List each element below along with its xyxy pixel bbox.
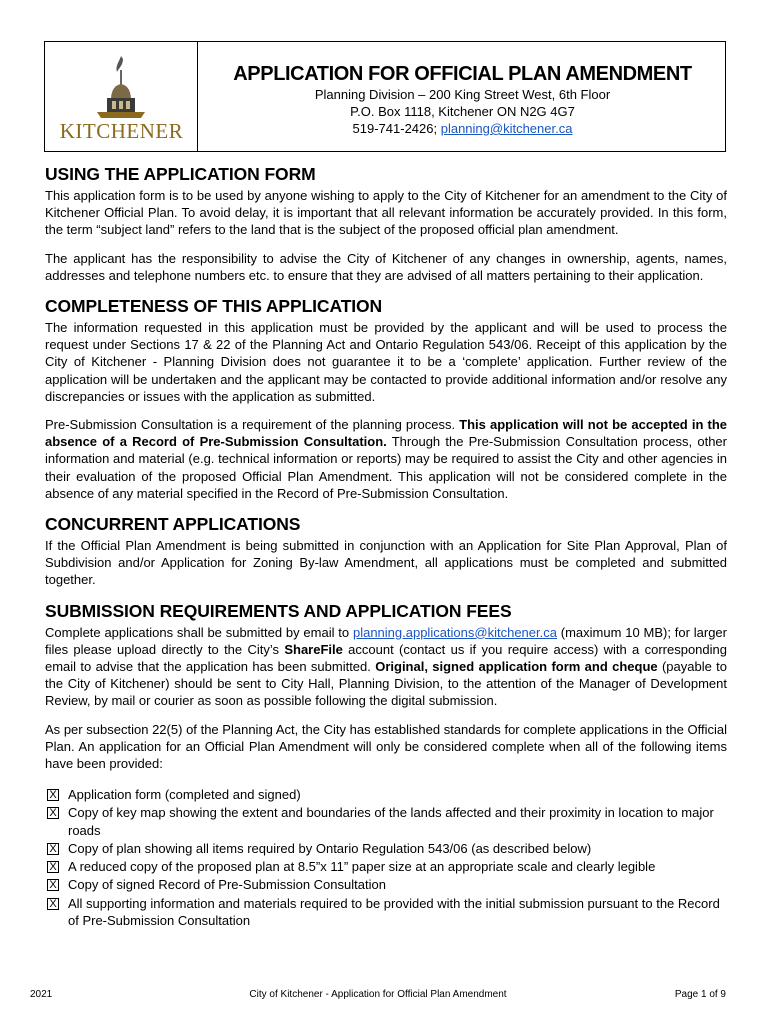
heading-concurrent: CONCURRENT APPLICATIONS — [45, 514, 301, 535]
contact-line — [199, 120, 726, 137]
footer-year: 2021 — [30, 989, 53, 1000]
paragraph-concurrent: If the Official Plan Amendment is being submitted in conjunction with an Application for Site Plan Approval, Plan of Subdivision and/or Application for Zoning By-law Amendment, all applications must be completed and submitted together. — [45, 538, 727, 588]
completeness-text-a: Pre-Submission Consultation is a requirement of the planning process. — [45, 417, 460, 433]
heading-using-form: USING THE APPLICATION FORM — [45, 164, 316, 184]
checkbox[interactable]: X — [47, 843, 59, 855]
submission-text-d: (payable to the City of Kitchener) should be sent to City Hall, Planning Division, to the attention of the Manager of Development Review, by mail or courier as soon as possible following the digital submission. — [45, 659, 727, 709]
checkbox[interactable]: X — [47, 807, 59, 819]
checklist-item — [45, 895, 727, 929]
checklist-item — [45, 876, 727, 893]
sharefile-bold-text: ShareFile — [284, 641, 343, 657]
document-body — [45, 164, 727, 930]
address-line-1: Planning Division – 200 King Street West, 6th Floor — [314, 87, 611, 102]
checklist-item-label: All supporting information and materials required to be provided with the initial submission pursuant to the Record of Pre-Submission Consultation — [68, 895, 720, 928]
page-title: APPLICATION FOR OFFICIAL PLAN AMENDMENT — [233, 63, 692, 85]
footer-title: City of Kitchener - Application for Official Plan Amendment — [249, 989, 507, 1000]
checkbox[interactable]: X — [47, 789, 59, 801]
applications-email-link[interactable]: planning.applications@kitchener.ca — [352, 624, 557, 640]
footer-page-number: Page 1 of 9 — [674, 989, 726, 1000]
checklist-item — [45, 804, 727, 838]
checklist-item-label: A reduced copy of the proposed plan at 8.5”x 11” paper size at an appropriate scale and clearly legible — [68, 859, 656, 875]
paragraph-completeness-1: The information requested in this application must be provided by the applicant and will be used to process the request under Sections 17 & 22 of the Planning Act and Ontario Regulation 543/06. Receipt of this application by the City of Kitchener - Planning Division does not guarantee it to be a ‘complete’ application. Further review of the application will be undertaken and the applicant may be contacted to provide additional information and/or resolve any discrepancies or issues with the application as submitted. — [45, 320, 727, 404]
submission-text-a: Complete applications shall be submitted by email to — [45, 624, 353, 640]
email-link[interactable]: planning@kitchener.ca — [440, 121, 573, 136]
checkbox[interactable]: X — [47, 861, 59, 873]
submission-text-c: account (contact us if you require access) with a corresponding email to advise that the application has been submitted. — [45, 641, 727, 675]
checklist-item-label: Application form (completed and signed) — [68, 787, 301, 803]
heading-submission: SUBMISSION REQUIREMENTS AND APPLICATION FEES — [45, 600, 512, 621]
logo-cell — [45, 42, 198, 151]
paragraph-submission-1 — [45, 624, 727, 710]
kitchener-logo-icon — [57, 48, 187, 120]
header-box — [44, 41, 726, 152]
logo-wordmark: KITCHENER — [59, 119, 184, 143]
paragraph-using-2: The applicant has the responsibility to advise the City of Kitchener of any changes in ownership, agents, names, addresses and telephone numbers etc. to ensure that they are advised of all matters pertaining to their application. — [45, 250, 727, 283]
paragraph-submission-2: As per subsection 22(5) of the Planning Act, the City has established standards for complete applications in the Official Plan. An application for an Official Plan Amendment will only be considered complete when all of the following items have been provided: — [45, 721, 727, 772]
checklist-item-label: Copy of key map showing the extent and boundaries of the lands affected and their proximity in location to major roads — [68, 805, 714, 838]
submission-text-b: (maximum 10 MB); for larger files please upload directly to the City’s — [45, 624, 727, 657]
original-form-bold-text: Original, signed application form and cheque — [375, 659, 658, 675]
checklist-item — [45, 786, 727, 803]
header-text — [199, 42, 726, 137]
checklist-item — [45, 840, 727, 857]
phone-text: 519-741-2426; — [352, 121, 441, 136]
checklist-item-label: Copy of plan showing all items required by Ontario Regulation 543/06 (as described below) — [68, 840, 592, 856]
checkbox[interactable]: X — [47, 879, 59, 891]
checklist-item-label: Copy of signed Record of Pre-Submission Consultation — [68, 877, 386, 893]
checkbox[interactable]: X — [47, 898, 59, 910]
paragraph-using-1: This application form is to be used by anyone wishing to apply to the City of Kitchener for an amendment to the City of Kitchener Official Plan. To avoid delay, it is important that all relevant information be accurately provided. In this form, the term “subject land” refers to the land that is the subject of the proposed official plan amendment. — [45, 188, 727, 238]
completeness-text-b: Through the Pre-Submission Consultation process, other information and material (e.g. technical information or reports) may be required to assist the City and other agencies in their evaluation of the proposed Official Plan Amendment. This application will not be considered complete in the absence of any material specified in the Record of Pre-Submission Consultation. — [45, 434, 727, 501]
address-line-2: P.O. Box 1118, Kitchener ON N2G 4G7 — [350, 104, 575, 119]
completeness-bold-text: This application will not be accepted in the absence of a Record of Pre-Submission Consultation. — [45, 417, 727, 450]
paragraph-completeness-2 — [45, 416, 727, 502]
heading-completeness: COMPLETENESS OF THIS APPLICATION — [45, 296, 383, 317]
checklist-item — [45, 858, 727, 875]
requirements-checklist — [45, 786, 727, 929]
